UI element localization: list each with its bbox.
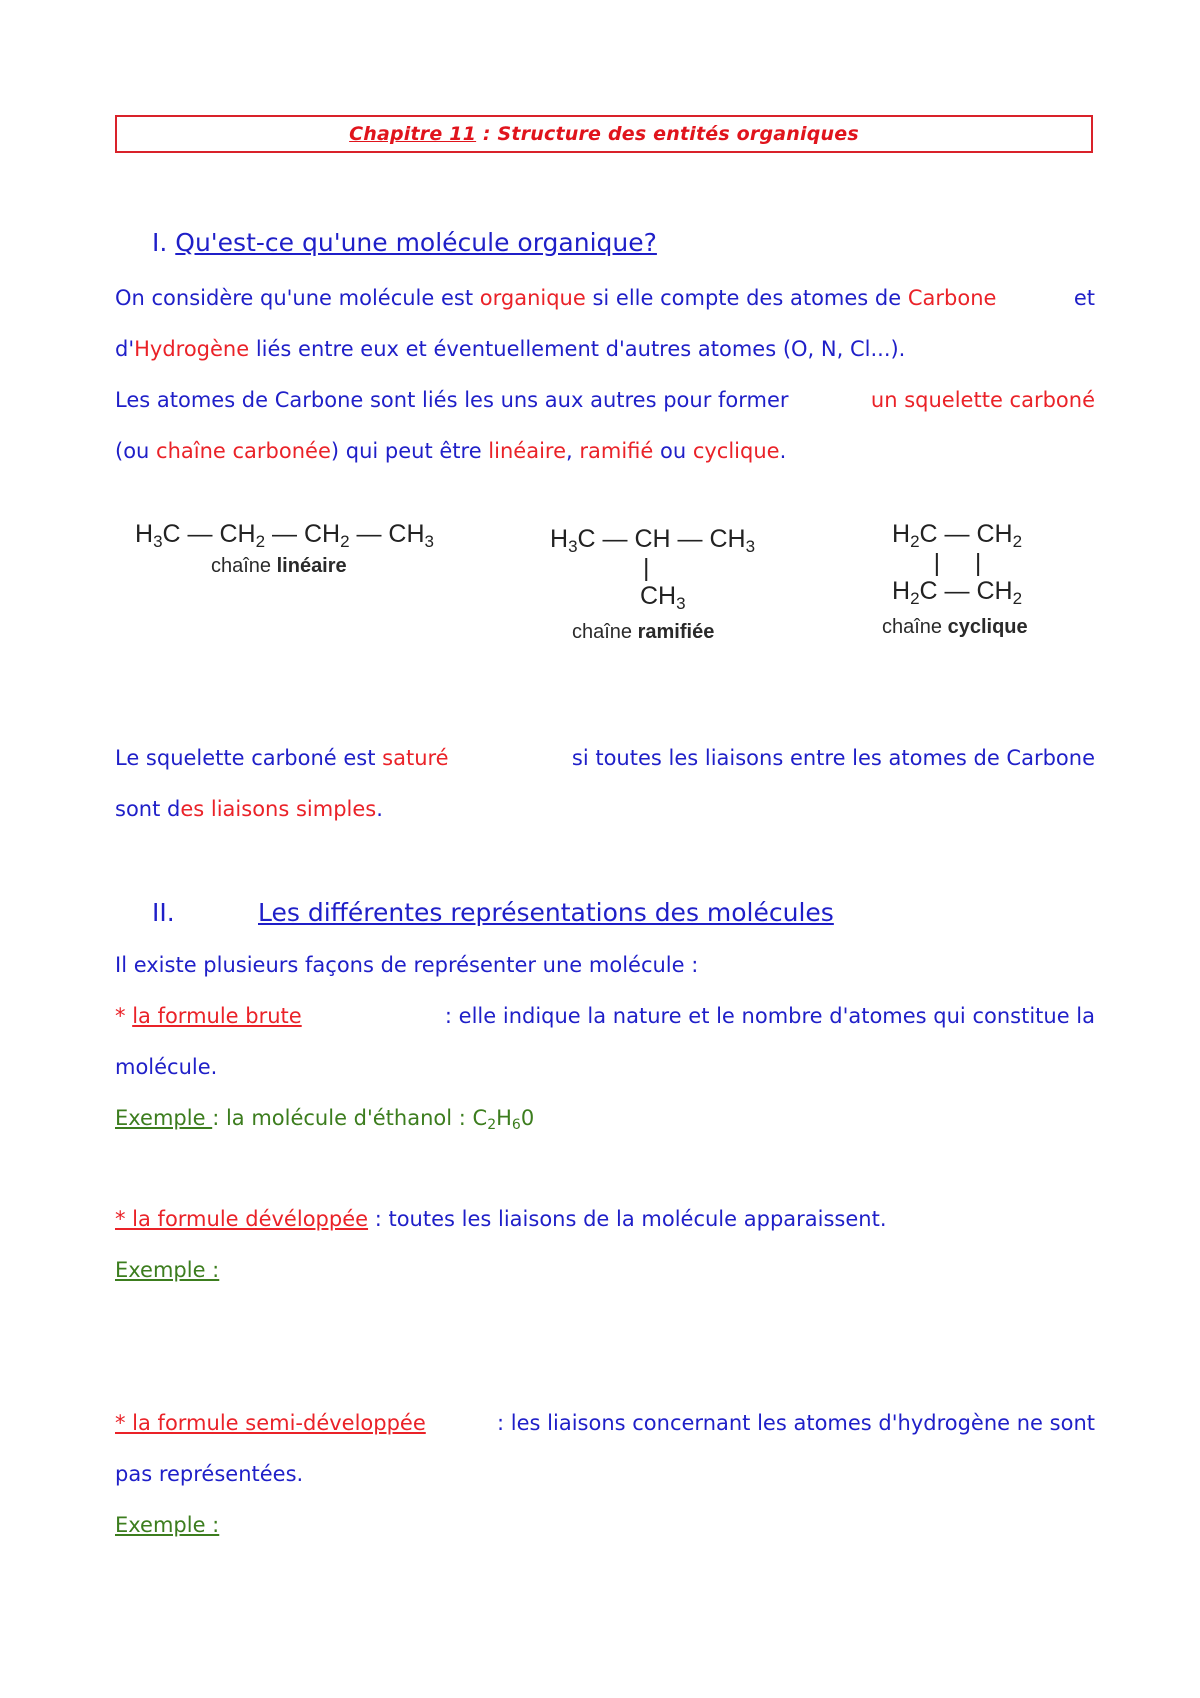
section-1-heading [152,228,657,257]
section-2-intro: Il existe plusieurs façons de représenter une molécule : [115,953,699,977]
chapter-title: : Structure des entités organiques [476,123,859,145]
para1-line-1: On considère qu'une molécule est organique si elle compte des atomes de Carbone et [115,286,1095,310]
semi-developpee-block [115,1398,1095,1551]
chapter-number: Chapitre 11 [349,123,477,145]
para1-line-3: Les atomes de Carbone sont liés les uns aux autres pour former un squelette carboné [115,388,1095,412]
para1-line-2: d'Hydrogène liés entre eux et éventuellement d'autres atomes (O, N, Cl...). [115,337,906,361]
section-2-heading [152,898,834,927]
para1-line-4: (ou chaîne carbonée) qui peut être linéaire, ramifié ou cyclique. [115,439,787,463]
section-1-paragraph-1 [115,273,1095,477]
semi-example-label: Exemple : [115,1513,220,1537]
developpee-example-label: Exemple : [115,1258,220,1282]
branched-bond: | [643,554,650,582]
brute-example-label: Exemple [115,1106,213,1130]
branched-chain-structure [550,525,755,644]
developpee-line: * la formule dévéloppée : toutes les liaisons de la molécule apparaissent. [115,1207,887,1231]
brute-line-1: * la formule brute : elle indique la nature et le nombre d'atomes qui constitue la [115,1004,1095,1028]
cyclic-chain-structure [882,520,1028,639]
section-1-paragraph-2 [115,733,1095,835]
brute-label: la formule brute [132,1004,302,1028]
section-2-title: Les différentes représentations des molécules [258,898,834,927]
developpee-label: * la formule dévéloppée [115,1207,369,1231]
linear-chain-caption: chaîne linéaire [211,555,347,577]
branched-methyl: $CH_3$ [640,582,686,613]
semi-label: * la formule semi-développée [115,1411,426,1435]
ethanol-formula: C2H60 [472,1106,535,1133]
brute-line-2: molécule. [115,1055,218,1079]
cyclic-chain-caption: chaîne cyclique [882,616,1028,638]
semi-line-2: pas représentées. [115,1462,304,1486]
section-1-number: I. [152,228,168,257]
branched-chain-formula: $H_3C$ — CH — $CH_3$ [550,525,756,556]
linear-chain-structure [135,520,434,578]
cyclic-top-row: $H_2C$ — $CH_2$ [892,520,1023,551]
cyclic-bottom-row: $H_2C$ — $CH_2$ [892,577,1023,608]
para2-line-2: sont des liaisons simples. [115,797,383,821]
developpee-block [115,1194,1095,1296]
brute-example: Exemple : la molécule d'éthanol : C2H60 [115,1106,535,1133]
section-2-body [115,940,1095,1144]
branched-chain-caption: chaîne ramifiée [572,621,715,643]
chapter-title-box [115,115,1093,153]
section-2-number: II. [152,898,175,927]
cyclic-bonds: | | [892,549,982,577]
section-1-title: Qu'est-ce qu'une molécule organique? [175,228,657,257]
para2-line-1: Le squelette carboné est saturé si toutes les liaisons entre les atomes de Carbone [115,746,1095,770]
semi-line-1: * la formule semi-développée : les liaisons concernant les atomes d'hydrogène ne sont [115,1398,1095,1449]
linear-chain-formula: $H_3C$ — $CH_2$ — $CH_2$ — $CH_3$ [135,520,434,551]
